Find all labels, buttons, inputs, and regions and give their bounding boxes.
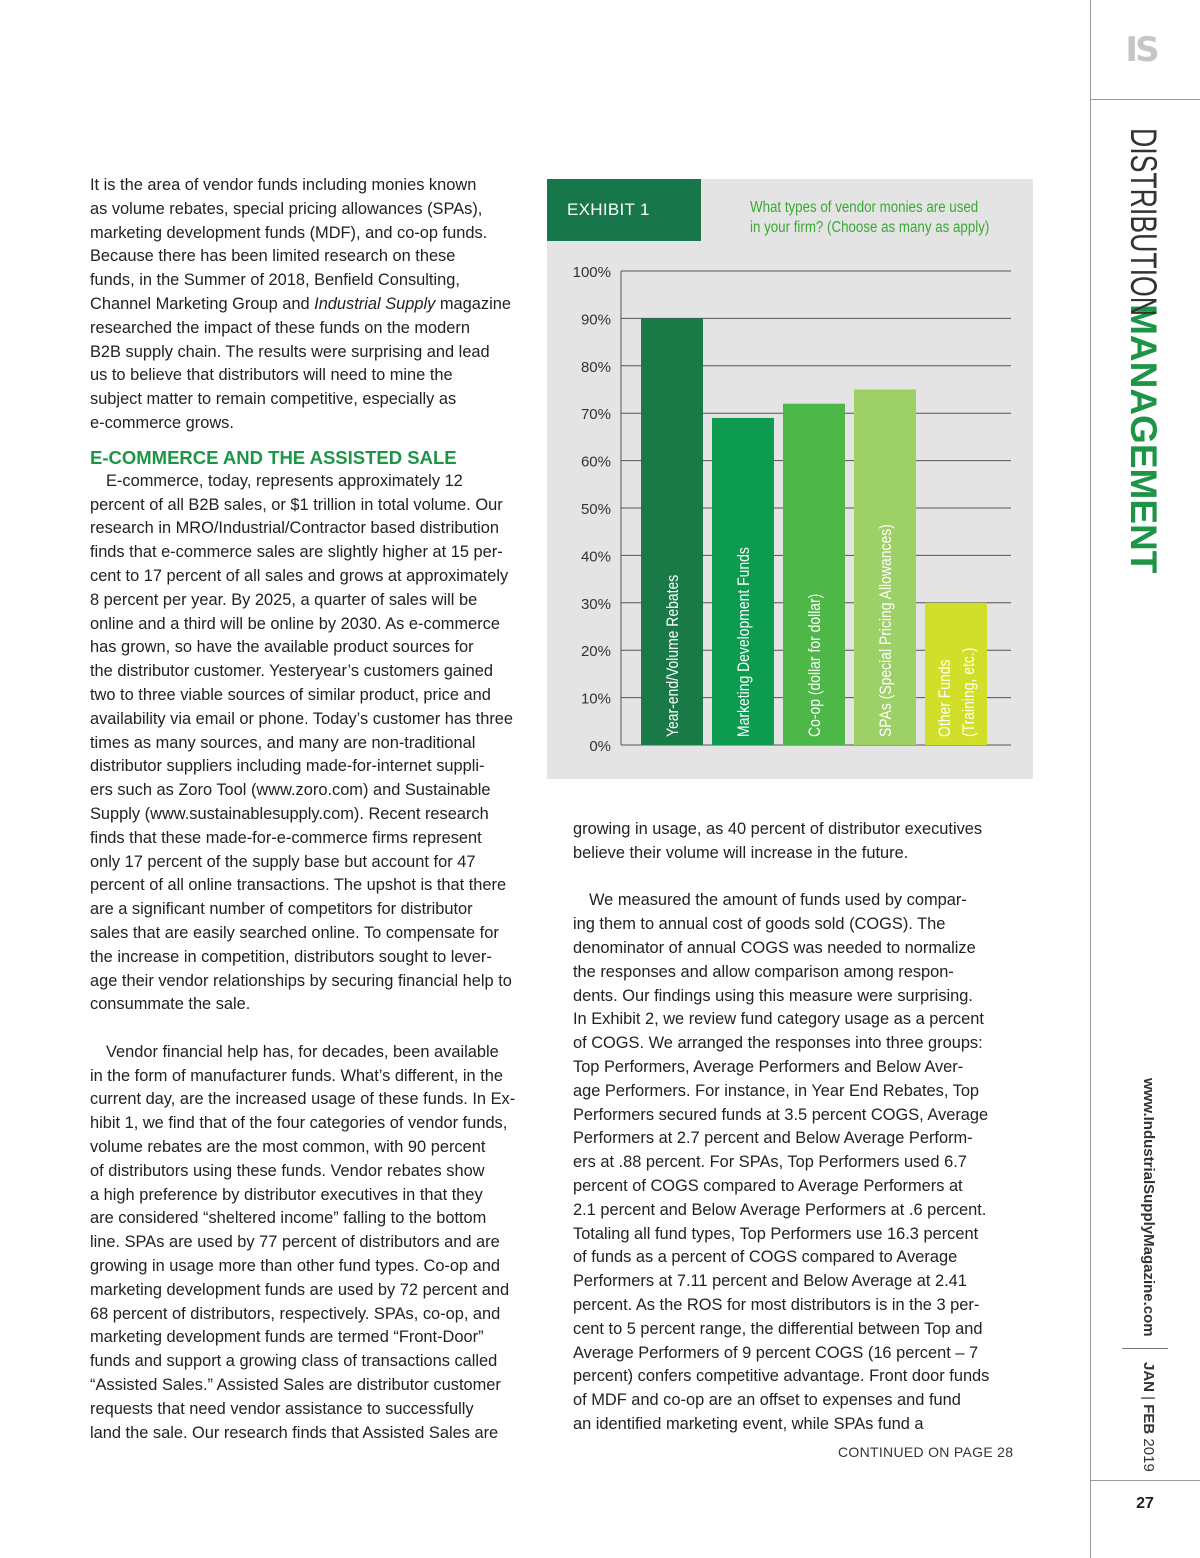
text-line: in the form of manufacturer funds. What’s different, in the [90, 1066, 504, 1085]
text-line: the increase in competition, distributors sought to lever- [90, 947, 492, 966]
text-line: are a significant number of competitors for distributor [90, 900, 473, 919]
page-number: 27 [1136, 1495, 1154, 1512]
text-line: of distributors using these funds. Vendor rebates show [90, 1161, 485, 1180]
issue-date [1137, 1362, 1161, 1472]
text-line: requests that need vendor assistance to successfully [90, 1399, 474, 1418]
text-line: We measured the amount of funds used by compar- [589, 891, 967, 910]
text-line: percent of COGS compared to Average Performers at [573, 1176, 963, 1195]
text-line: times as many sources, and many are non-traditional [90, 733, 476, 752]
y-tick-label: 10% [580, 690, 611, 708]
text-line: volume rebates are the most common, with 90 percent [90, 1138, 486, 1157]
text-line: percent of all online transactions. The upshot is that there [90, 876, 507, 895]
text-line: two to three viable sources of similar product, price and [90, 685, 491, 704]
issue-year: 2019 [1140, 1434, 1157, 1472]
text-line: researched the impact of these funds on the modern [90, 318, 470, 337]
text-line: “Assisted Sales.” Assisted Sales are distributor customer [90, 1376, 501, 1395]
text-line: percent. As the ROS for most distributors is in the 3 per- [573, 1295, 980, 1314]
category-label: Co-op (dollar for dollar) [805, 562, 824, 737]
text-line: 8 percent per year. By 2025, a quarter of sales will be [90, 590, 478, 609]
text-line: as volume rebates, special pricing allowances (SPAs), [90, 199, 483, 218]
text-line: It is the area of vendor funds including monies known [90, 176, 477, 194]
text-line: growing in usage, as 40 percent of distributor executives [573, 820, 983, 838]
website-url [1137, 1078, 1161, 1338]
text-line: a high preference by distributor executives in that they [90, 1185, 483, 1204]
intro-paragraph [90, 174, 545, 293]
sidebar-divider [1122, 1348, 1168, 1349]
text-line: has grown, so have the available product sources for [90, 638, 474, 657]
text-line: subject matter to remain competitive, especially as [90, 390, 457, 409]
text-line: online and a third will be online by 2030. As e-commerce [90, 614, 500, 633]
text-line: of COGS. We arranged the responses into three groups: [573, 1034, 983, 1053]
paragraph-vendor-help [90, 1041, 545, 1446]
text-line: Average Performers of 9 percent COGS (16 percent – 7 [573, 1343, 979, 1362]
category-label: SPAs (Special Pricing Allowances) [876, 477, 895, 737]
magazine-name: Industrial Supply [314, 294, 436, 313]
sidebar-bottom-divider [1090, 1480, 1200, 1481]
text-line: growing in usage more than other fund types. Co-op and [90, 1257, 501, 1276]
text-line: an identified marketing event, while SPAs fund a [573, 1414, 924, 1433]
text-line: e-commerce grows. [90, 413, 234, 432]
text-line: of MDF and co-op are an offset to expenses and fund [573, 1391, 961, 1410]
text-line: distributor suppliers including made-for-internet suppli- [90, 757, 485, 776]
text-line: research in MRO/Industrial/Contractor based distribution [90, 519, 500, 538]
issue-month-2: FEB [1140, 1404, 1157, 1435]
chart-title-line: in your firm? (Choose as many as apply) [750, 219, 990, 236]
article-left-column [90, 174, 545, 1445]
section-heading: E-COMMERCE AND THE ASSISTED SALE [90, 446, 457, 468]
text-line: Vendor financial help has, for decades, been available [106, 1042, 499, 1061]
text-line: percent of all B2B sales, or $1 trillion in total volume. Our [90, 495, 503, 514]
y-tick-label: 80% [580, 358, 611, 376]
text-line: 68 percent of distributors, respectively. SPAs, co-op, and [90, 1304, 501, 1323]
text-line: Performers secured funds at 3.5 percent COGS, Average [573, 1105, 989, 1124]
text-line: B2B supply chain. The results were surprising and lead [90, 342, 490, 361]
y-tick-label: 60% [580, 453, 611, 471]
y-tick-label: 20% [580, 643, 611, 661]
text-line: of funds as a percent of COGS compared to Average [573, 1248, 958, 1267]
exhibit-panel [547, 179, 1033, 779]
bar-chart [547, 179, 1033, 779]
chart-title-line: What types of vendor monies are used [750, 199, 979, 216]
text-line: percent) confers competitive advantage. Front door funds [573, 1367, 990, 1386]
text-line: availability via email or phone. Today’s customer has three [90, 709, 514, 728]
text-line: cent to 5 percent range, the differential between Top and [573, 1319, 983, 1338]
y-tick-label: 70% [580, 406, 611, 424]
exhibit-label: EXHIBIT 1 [547, 179, 701, 241]
text-line: E-commerce, today, represents approximately 12 [106, 471, 463, 490]
intro-text: Channel Marketing Group and [90, 294, 315, 313]
section-title-bold: MANAGEMENT [1123, 304, 1164, 574]
section-title [1123, 128, 1164, 574]
intro-text: magazine [435, 294, 511, 313]
text-line: Performers at 7.11 percent and Below Average at 2.41 [573, 1272, 967, 1291]
text-line: cent to 17 percent of all sales and grows at approximately [90, 566, 509, 585]
text-line: finds that these made-for-e-commerce firms represent [90, 828, 482, 847]
issue-month-1: JAN [1140, 1362, 1157, 1393]
paragraph-ecommerce [90, 470, 545, 1017]
y-tick-label: 40% [580, 548, 611, 566]
y-tick-label: 50% [580, 501, 611, 518]
paragraph-cogs [573, 889, 1018, 1436]
text-line: finds that e-commerce sales are slightly higher at 15 per- [90, 543, 503, 562]
text-line: marketing development funds (MDF), and co-op funds. [90, 223, 488, 242]
text-line: the responses and allow comparison among respon- [573, 962, 954, 981]
category-label: Marketing Development Funds [734, 505, 753, 737]
text-line: believe their volume will increase in the future. [573, 843, 909, 862]
text-line: Because there has been limited research on these [90, 247, 456, 266]
text-line: funds and support a growing class of transactions called [90, 1352, 498, 1371]
text-line: Totaling all fund types, Top Performers use 16.3 percent [573, 1224, 979, 1243]
text-line: marketing development funds are termed “Front-Door” [90, 1328, 484, 1347]
text-line: line. SPAs are used by 77 percent of distributors and are [90, 1233, 500, 1252]
text-line: Performers at 2.7 percent and Below Average Perform- [573, 1129, 973, 1148]
intro-line-with-italic [90, 293, 545, 317]
text-line: consummate the sale. [90, 995, 251, 1014]
article-right-column [573, 818, 1018, 1437]
category-label: (Training, etc.) [959, 628, 978, 737]
category-label: Other Funds [935, 642, 954, 737]
text-line: Supply (www.sustainablesupply.com). Recent research [90, 804, 489, 823]
text-line: Top Performers, Average Performers and Below Aver- [573, 1057, 964, 1076]
magazine-logo: IS [1091, 0, 1200, 100]
text-line: marketing development funds are used by 72 percent and [90, 1280, 510, 1299]
text-line: age their vendor relationships by securing financial help to [90, 971, 512, 990]
text-line: In Exhibit 2, we review fund category usage as a percent [573, 1010, 984, 1029]
text-line: hibit 1, we find that of the four categories of vendor funds, [90, 1114, 508, 1133]
text-line: dents. Our findings using this measure were surprising. [573, 986, 973, 1005]
text-line: age Performers. For instance, in Year End Rebates, Top [573, 1081, 980, 1100]
continued-note: CONTINUED ON PAGE 28 [838, 1444, 1014, 1460]
text-line: sales that are easily searched online. To compensate for [90, 923, 499, 942]
text-line: 2.1 percent and Below Average Performers at .6 percent. [573, 1200, 987, 1219]
y-tick-label: 0% [589, 738, 611, 755]
y-tick-label: 100% [572, 264, 611, 281]
y-tick-label: 90% [580, 311, 611, 329]
section-title-thin: DISTRIBUTION [1123, 128, 1164, 316]
text-line: the distributor customer. Yesteryear’s customers gained [90, 662, 493, 681]
paragraph-assisted-sales [573, 818, 1018, 866]
issue-date-separator: | [1140, 1392, 1157, 1405]
text-line: are considered “sheltered income” falling to the bottom [90, 1209, 487, 1228]
text-line: only 17 percent of the supply base but account for 47 [90, 852, 476, 871]
website-url-text: www.IndustrialSupplyMagazine.com [1140, 1078, 1157, 1337]
text-line: current day, are the increased usage of these funds. In Ex- [90, 1090, 516, 1109]
category-label: Year-end/Volume Rebates [663, 539, 682, 737]
text-line: ers such as Zoro Tool (www.zoro.com) and Sustainable [90, 781, 491, 800]
text-line: land the sale. Our research finds that Assisted Sales are [90, 1423, 499, 1442]
text-line: ing them to annual cost of goods sold (COGS). The [573, 915, 946, 934]
text-line: funds, in the Summer of 2018, Benfield Consulting, [90, 271, 460, 290]
text-line: ers at .88 percent. For SPAs, Top Performers used 6.7 [573, 1153, 967, 1172]
y-tick-label: 30% [580, 595, 611, 613]
text-line: us to believe that distributors will need to mine the [90, 366, 453, 385]
intro-paragraph-cont [90, 317, 545, 436]
text-line: denominator of annual COGS was needed to normalize [573, 938, 976, 957]
